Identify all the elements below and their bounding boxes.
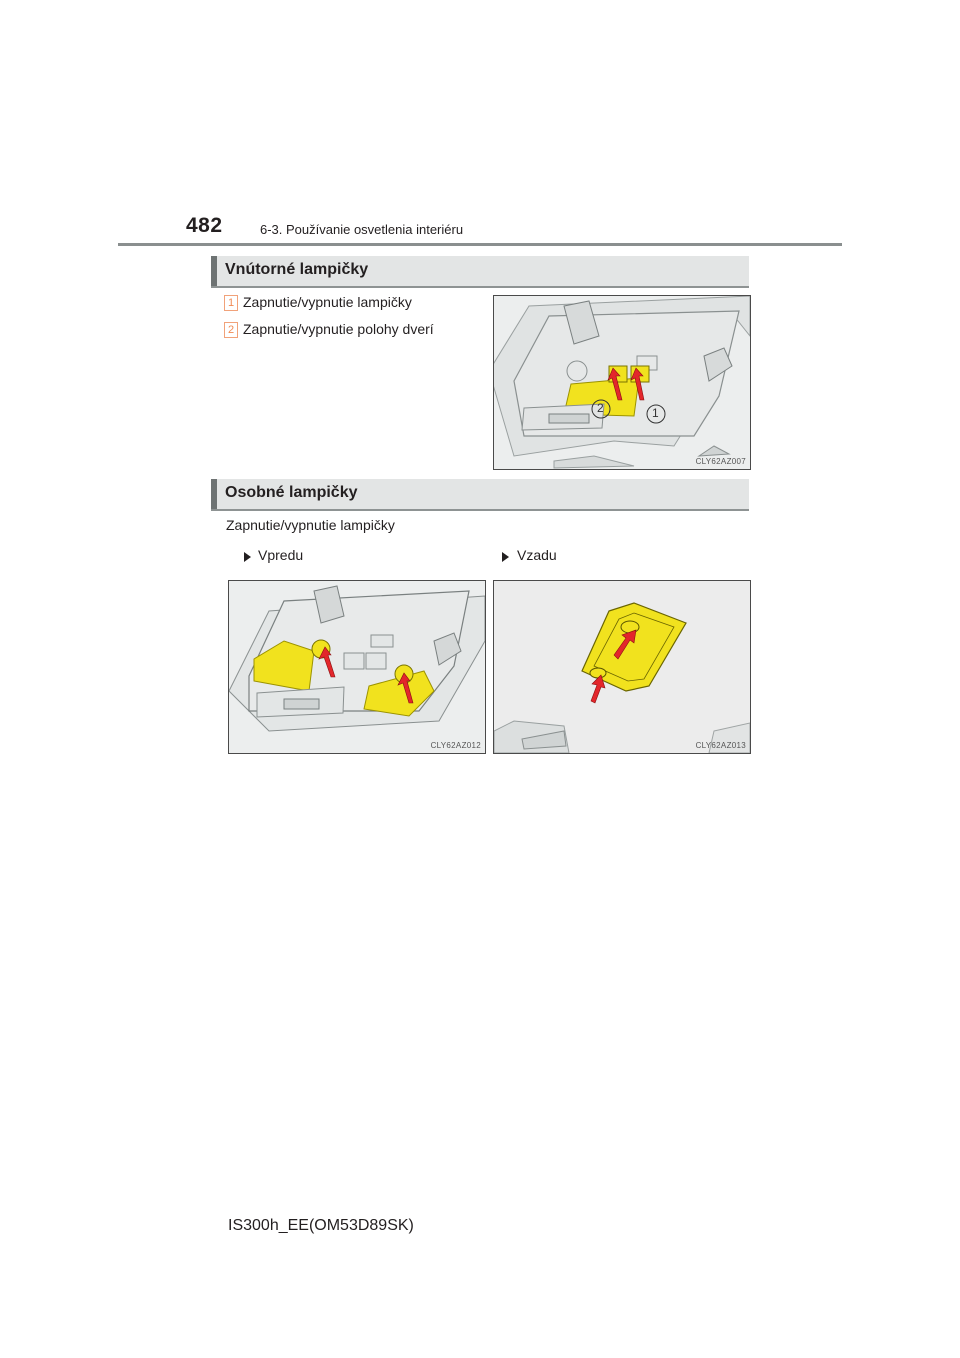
bullet-triangle-icon (244, 552, 251, 562)
document-id: IS300h_EE(OM53D89SK) (228, 1217, 414, 1234)
section-marker (211, 256, 217, 286)
item-number-2: 2 (224, 322, 238, 338)
callout-1: 1 (652, 406, 659, 420)
personal-lights-description: Zapnutie/vypnutie lampičky (226, 517, 395, 533)
overhead-console-illustration (494, 296, 750, 469)
interior-light-figure (493, 295, 751, 470)
section-title: Vnútorné lampičky (225, 261, 369, 278)
section-marker (211, 479, 217, 509)
header-divider (118, 243, 842, 246)
front-label: Vpredu (258, 547, 304, 563)
item-number-1: 1 (224, 295, 238, 311)
item-text-1: Zapnutie/vypnutie lampičky (243, 294, 412, 310)
section-header-title: 6-3. Používanie osvetlenia interiéru (260, 222, 464, 237)
page-number: 482 (186, 214, 223, 237)
front-console-illustration (229, 581, 485, 753)
rear-label: Vzadu (517, 547, 557, 563)
section-bar-interior-lights (211, 256, 749, 288)
figure-code: CLY62AZ013 (695, 741, 746, 750)
front-personal-light-figure (228, 580, 486, 754)
callout-2: 2 (597, 401, 604, 415)
rear-headliner-illustration (494, 581, 750, 753)
section-title: Osobné lampičky (225, 484, 358, 501)
rear-personal-light-figure (493, 580, 751, 754)
figure-code: CLY62AZ007 (695, 457, 746, 466)
bullet-triangle-icon (502, 552, 509, 562)
section-bar-personal-lights (211, 479, 749, 511)
item-text-2: Zapnutie/vypnutie polohy dverí (243, 321, 434, 337)
figure-code: CLY62AZ012 (430, 741, 481, 750)
